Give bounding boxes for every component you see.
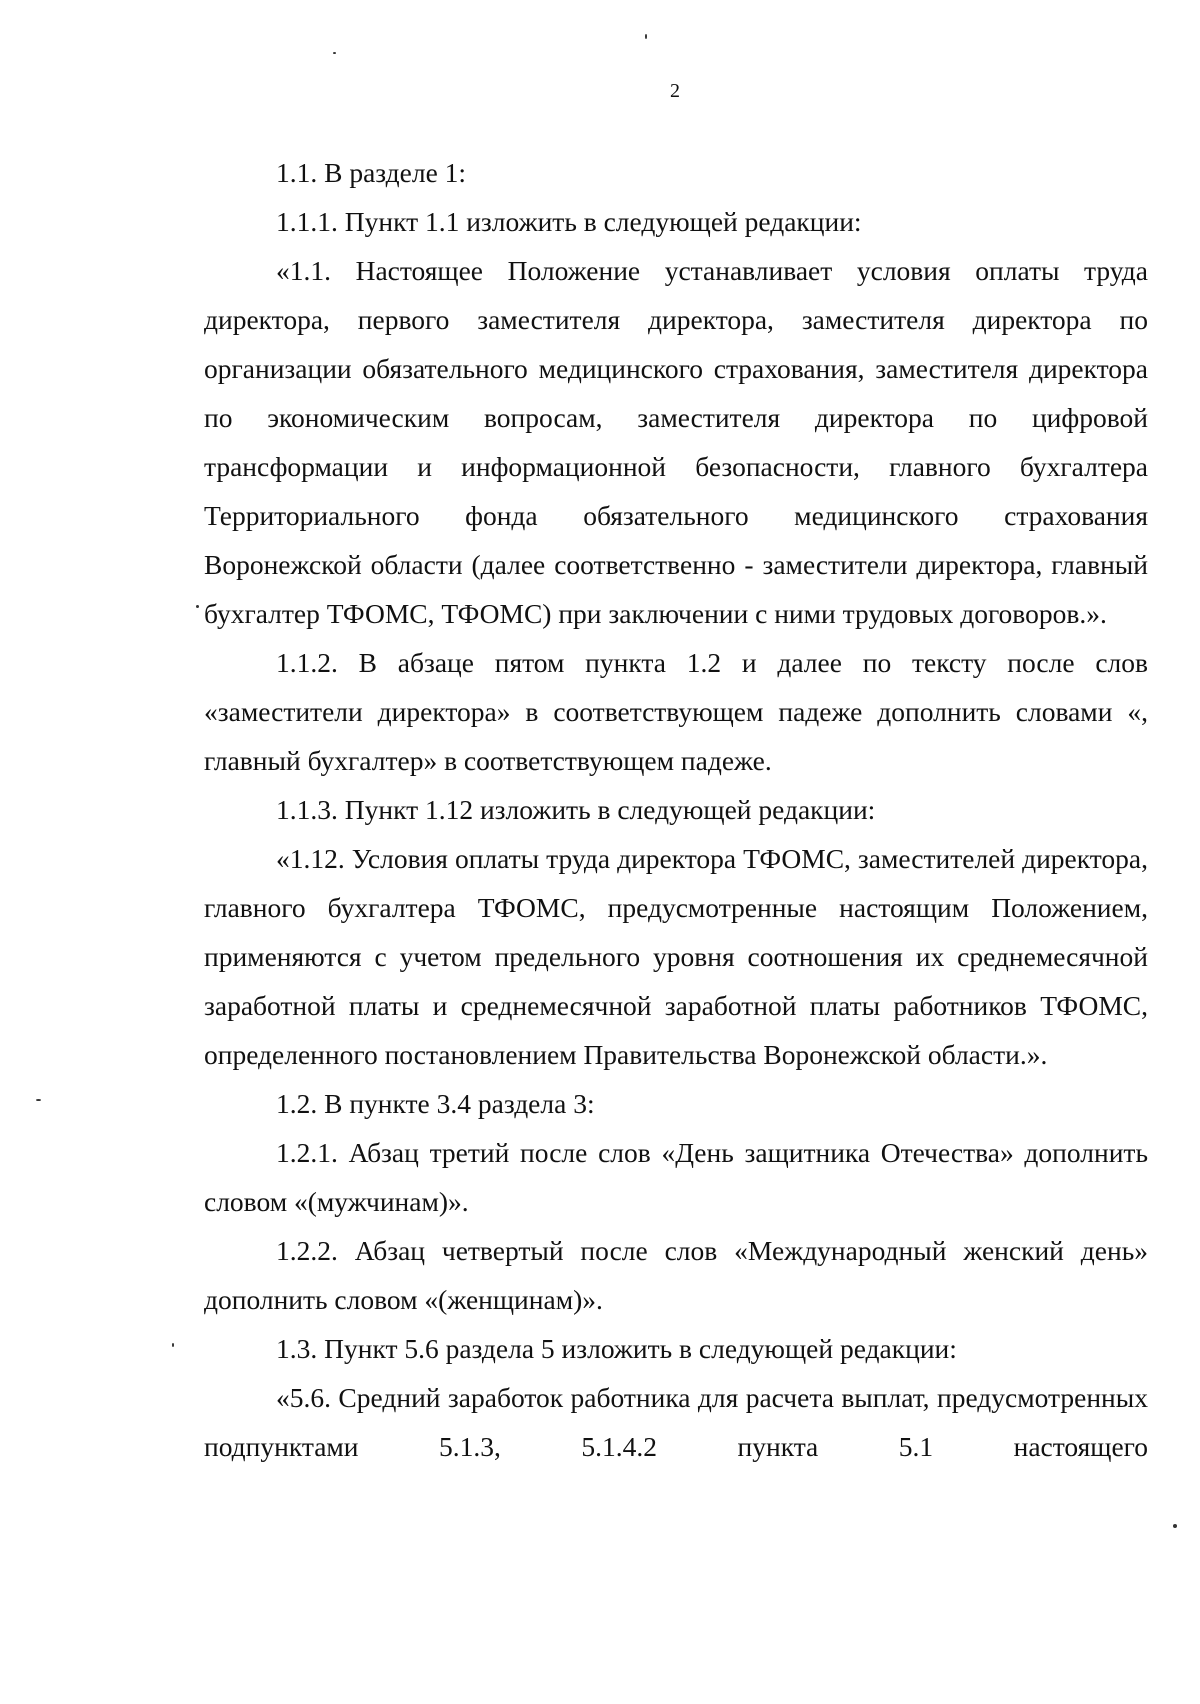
paragraph-1-1-quote: «1.1. Настоящее Положение устанавливает условия оплаты труда директора, первого заместителя директора, заместителя директора по организации обязательного медицинского страхования, заместителя директора по экономическим вопросам, заместителя директора по цифровой трансформации и информационной безопасности, главного бухгалтера Территориального фонда обязательного медицинского страхования Воронежской области (далее соответственно - заместители директора, главный бухгалтер ТФОМС, ТФОМС) при заключении с ними трудовых договоров.». [204, 255, 1148, 629]
paragraph-1-1: 1.1. В разделе 1: [276, 157, 467, 188]
scan-speck [1173, 1524, 1177, 1528]
paragraph-1-2-1: 1.2.1. Абзац третий после слов «День защитника Отечества» дополнить словом «(мужчинам)». [204, 1137, 1148, 1217]
document-body [204, 148, 1148, 1471]
paragraph-1-1-3: 1.1.3. Пункт 1.12 изложить в следующей редакции: [276, 794, 876, 825]
paragraph-1-3: 1.3. Пункт 5.6 раздела 5 изложить в следующей редакции: [276, 1333, 957, 1364]
scan-speck [333, 52, 336, 54]
paragraph-1-1-2: 1.1.2. В абзаце пятом пункта 1.2 и далее по тексту после слов «заместители директора» в соответствующем падеже дополнить словами «, главный бухгалтер» в соответствующем падеже. [204, 647, 1148, 776]
scan-speck [172, 1343, 174, 1347]
paragraph-1-1-1: 1.1.1. Пункт 1.1 изложить в следующей редакции: [276, 206, 862, 237]
scan-speck [645, 34, 647, 39]
paragraph-1-2: 1.2. В пункте 3.4 раздела 3: [276, 1088, 595, 1119]
paragraph-1-12-quote: «1.12. Условия оплаты труда директора ТФОМС, заместителей директора, главного бухгалтера ТФОМС, предусмотренные настоящим Положением, применяются с учетом предельного уровня соотношения их среднемесячной заработной платы и среднемесячной заработной платы работников ТФОМС, определенного постановлением Правительства Воронежской области.». [204, 843, 1148, 1070]
scan-speck [196, 605, 199, 608]
paragraph-1-2-2: 1.2.2. Абзац четвертый после слов «Международный женский день» дополнить словом «(женщинам)». [204, 1235, 1148, 1315]
scan-speck [36, 1099, 41, 1101]
page-number: 2 [670, 80, 680, 102]
paragraph-5-6-quote: «5.6. Средний заработок работника для расчета выплат, предусмотренных подпунктами 5.1.3, 5.1.4.2 пункта 5.1 настоящего [204, 1382, 1148, 1462]
